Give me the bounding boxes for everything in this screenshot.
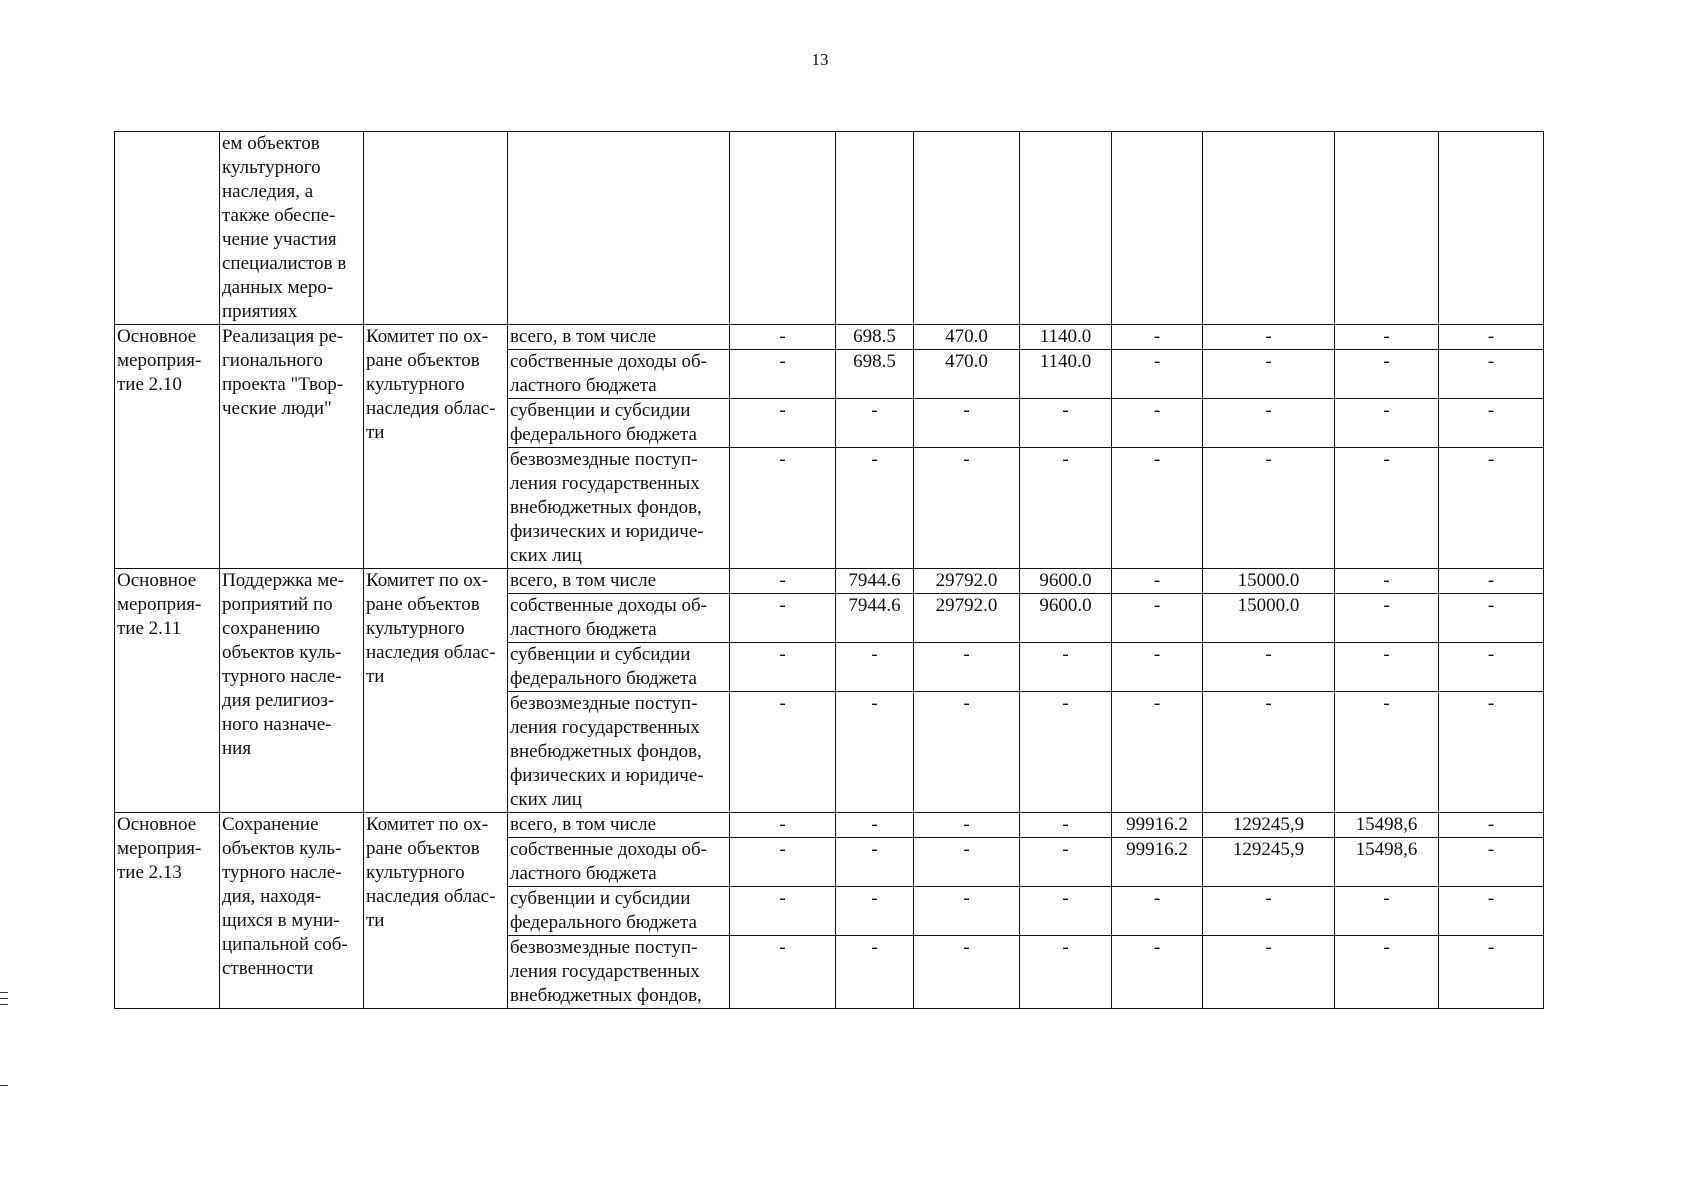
value-cell: -	[1439, 838, 1544, 887]
value-cell: -	[1112, 350, 1203, 399]
value-cell: -	[914, 838, 1020, 887]
value-cell: -	[836, 838, 914, 887]
value-cell: -	[914, 448, 1020, 569]
value-cell: -	[914, 643, 1020, 692]
value-cell	[1439, 132, 1544, 325]
value-cell: -	[914, 887, 1020, 936]
value-cell: -	[836, 887, 914, 936]
executor-cell: Комитет по ох- ране объектов культурного наследия облас- ти	[364, 569, 508, 813]
value-cell	[1020, 132, 1112, 325]
value-cell: -	[914, 936, 1020, 1009]
value-cell: -	[1439, 569, 1544, 594]
value-cell: -	[730, 643, 836, 692]
source-cell: безвозмездные поступ- ления государственных внебюджетных фондов, физических и юридиче- ских лиц	[508, 448, 730, 569]
value-cell: -	[1203, 936, 1335, 1009]
source-cell: безвозмездные поступ- ления государственных внебюджетных фондов, физических и юридиче- ских лиц	[508, 692, 730, 813]
value-cell: 15498,6	[1335, 838, 1439, 887]
measure-name-cell: Поддержка ме- роприятий по сохранению объектов куль- турного насле- дия религиоз- ного назначе- ния	[220, 569, 364, 813]
value-cell: -	[914, 399, 1020, 448]
value-cell: -	[730, 838, 836, 887]
value-cell: -	[1112, 569, 1203, 594]
table-row	[115, 569, 1544, 594]
value-cell: -	[730, 448, 836, 569]
budget-table	[114, 131, 1544, 1009]
table-row	[115, 325, 1544, 350]
value-cell: -	[1203, 643, 1335, 692]
event-cell: Основное мероприя- тие 2.10	[115, 325, 220, 569]
value-cell: 470.0	[914, 350, 1020, 399]
value-cell: -	[1203, 325, 1335, 350]
value-cell: 15000.0	[1203, 594, 1335, 643]
value-cell: -	[1020, 813, 1112, 838]
value-cell: -	[1335, 692, 1439, 813]
value-cell: -	[1439, 325, 1544, 350]
value-cell: 9600.0	[1020, 594, 1112, 643]
value-cell: 29792.0	[914, 569, 1020, 594]
value-cell	[836, 132, 914, 325]
value-cell: -	[1335, 936, 1439, 1009]
value-cell: -	[1112, 448, 1203, 569]
table-row	[115, 813, 1544, 838]
table-body	[115, 132, 1544, 1009]
source-cell: субвенции и субсидии федерального бюджета	[508, 887, 730, 936]
event-cell	[115, 132, 220, 325]
page-number: 13	[811, 50, 829, 69]
event-cell: Основное мероприя- тие 2.13	[115, 813, 220, 1009]
value-cell: 29792.0	[914, 594, 1020, 643]
value-cell: -	[1439, 887, 1544, 936]
value-cell: 698.5	[836, 325, 914, 350]
executor-cell: Комитет по ох- ране объектов культурного наследия облас- ти	[364, 325, 508, 569]
value-cell: -	[1335, 448, 1439, 569]
value-cell: -	[730, 569, 836, 594]
value-cell: -	[730, 936, 836, 1009]
value-cell: -	[1203, 887, 1335, 936]
value-cell: -	[1020, 692, 1112, 813]
value-cell: -	[730, 399, 836, 448]
value-cell: -	[1020, 643, 1112, 692]
source-cell: собственные доходы об- ластного бюджета	[508, 350, 730, 399]
value-cell: 15000.0	[1203, 569, 1335, 594]
value-cell: -	[1112, 594, 1203, 643]
event-cell: Основное мероприя- тие 2.11	[115, 569, 220, 813]
margin-mark	[0, 992, 8, 993]
value-cell: 1140.0	[1020, 350, 1112, 399]
value-cell: -	[730, 594, 836, 643]
value-cell: -	[730, 325, 836, 350]
margin-mark	[0, 1004, 8, 1005]
value-cell: -	[1335, 643, 1439, 692]
value-cell: -	[836, 399, 914, 448]
value-cell: -	[1020, 838, 1112, 887]
value-cell: 129245,9	[1203, 838, 1335, 887]
value-cell: 15498,6	[1335, 813, 1439, 838]
value-cell: -	[1112, 887, 1203, 936]
value-cell: -	[730, 350, 836, 399]
value-cell: -	[1203, 399, 1335, 448]
value-cell	[730, 132, 836, 325]
source-cell: субвенции и субсидии федерального бюджета	[508, 643, 730, 692]
value-cell: -	[1112, 399, 1203, 448]
value-cell: -	[1439, 813, 1544, 838]
value-cell: -	[730, 887, 836, 936]
value-cell: -	[1203, 448, 1335, 569]
value-cell: -	[1335, 350, 1439, 399]
source-cell: собственные доходы об- ластного бюджета	[508, 838, 730, 887]
value-cell: -	[1335, 594, 1439, 643]
value-cell: -	[1020, 936, 1112, 1009]
value-cell: 99916.2	[1112, 813, 1203, 838]
value-cell: -	[1439, 692, 1544, 813]
source-cell: безвозмездные поступ- ления государственных внебюджетных фондов,	[508, 936, 730, 1009]
value-cell: -	[1439, 936, 1544, 1009]
value-cell: -	[1335, 569, 1439, 594]
value-cell: -	[1112, 692, 1203, 813]
measure-name-cell: Реализация ре- гионального проекта "Твор- ческие люди"	[220, 325, 364, 569]
value-cell: -	[1439, 448, 1544, 569]
value-cell: -	[914, 813, 1020, 838]
value-cell: -	[836, 936, 914, 1009]
value-cell: -	[1439, 350, 1544, 399]
value-cell: -	[1335, 887, 1439, 936]
value-cell: 9600.0	[1020, 569, 1112, 594]
value-cell: -	[836, 643, 914, 692]
continuation-row	[115, 132, 1544, 325]
value-cell: -	[1020, 399, 1112, 448]
value-cell: -	[836, 692, 914, 813]
value-cell: -	[1203, 692, 1335, 813]
value-cell: -	[1112, 325, 1203, 350]
continuation-name-cell: ем объектов культурного наследия, а также обеспе- чение участия специалистов в данных меро- приятиях	[220, 132, 364, 325]
value-cell: -	[836, 448, 914, 569]
value-cell: -	[1439, 594, 1544, 643]
value-cell: -	[730, 813, 836, 838]
source-cell: субвенции и субсидии федерального бюджета	[508, 399, 730, 448]
value-cell	[1112, 132, 1203, 325]
value-cell: -	[730, 692, 836, 813]
value-cell: 698.5	[836, 350, 914, 399]
value-cell	[1203, 132, 1335, 325]
value-cell: 470.0	[914, 325, 1020, 350]
source-cell: всего, в том числе	[508, 325, 730, 350]
value-cell	[914, 132, 1020, 325]
source-cell: всего, в том числе	[508, 569, 730, 594]
value-cell	[1335, 132, 1439, 325]
value-cell: -	[914, 692, 1020, 813]
source-cell: собственные доходы об- ластного бюджета	[508, 594, 730, 643]
value-cell: -	[836, 813, 914, 838]
value-cell: 1140.0	[1020, 325, 1112, 350]
value-cell: -	[1112, 936, 1203, 1009]
value-cell: 129245,9	[1203, 813, 1335, 838]
margin-mark	[0, 998, 8, 999]
source-cell	[508, 132, 730, 325]
value-cell: -	[1203, 350, 1335, 399]
value-cell: 7944.6	[836, 594, 914, 643]
value-cell: -	[1439, 399, 1544, 448]
source-cell: всего, в том числе	[508, 813, 730, 838]
margin-mark	[0, 1085, 8, 1086]
value-cell: -	[1439, 643, 1544, 692]
value-cell: 7944.6	[836, 569, 914, 594]
executor-cell: Комитет по ох- ране объектов культурного наследия облас- ти	[364, 813, 508, 1009]
value-cell: -	[1020, 448, 1112, 569]
value-cell: -	[1020, 887, 1112, 936]
value-cell: -	[1112, 643, 1203, 692]
measure-name-cell: Сохранение объектов куль- турного насле- дия, находя- щихся в муни- ципальной соб- ственности	[220, 813, 364, 1009]
executor-cell	[364, 132, 508, 325]
value-cell: -	[1335, 399, 1439, 448]
value-cell: -	[1335, 325, 1439, 350]
value-cell: 99916.2	[1112, 838, 1203, 887]
